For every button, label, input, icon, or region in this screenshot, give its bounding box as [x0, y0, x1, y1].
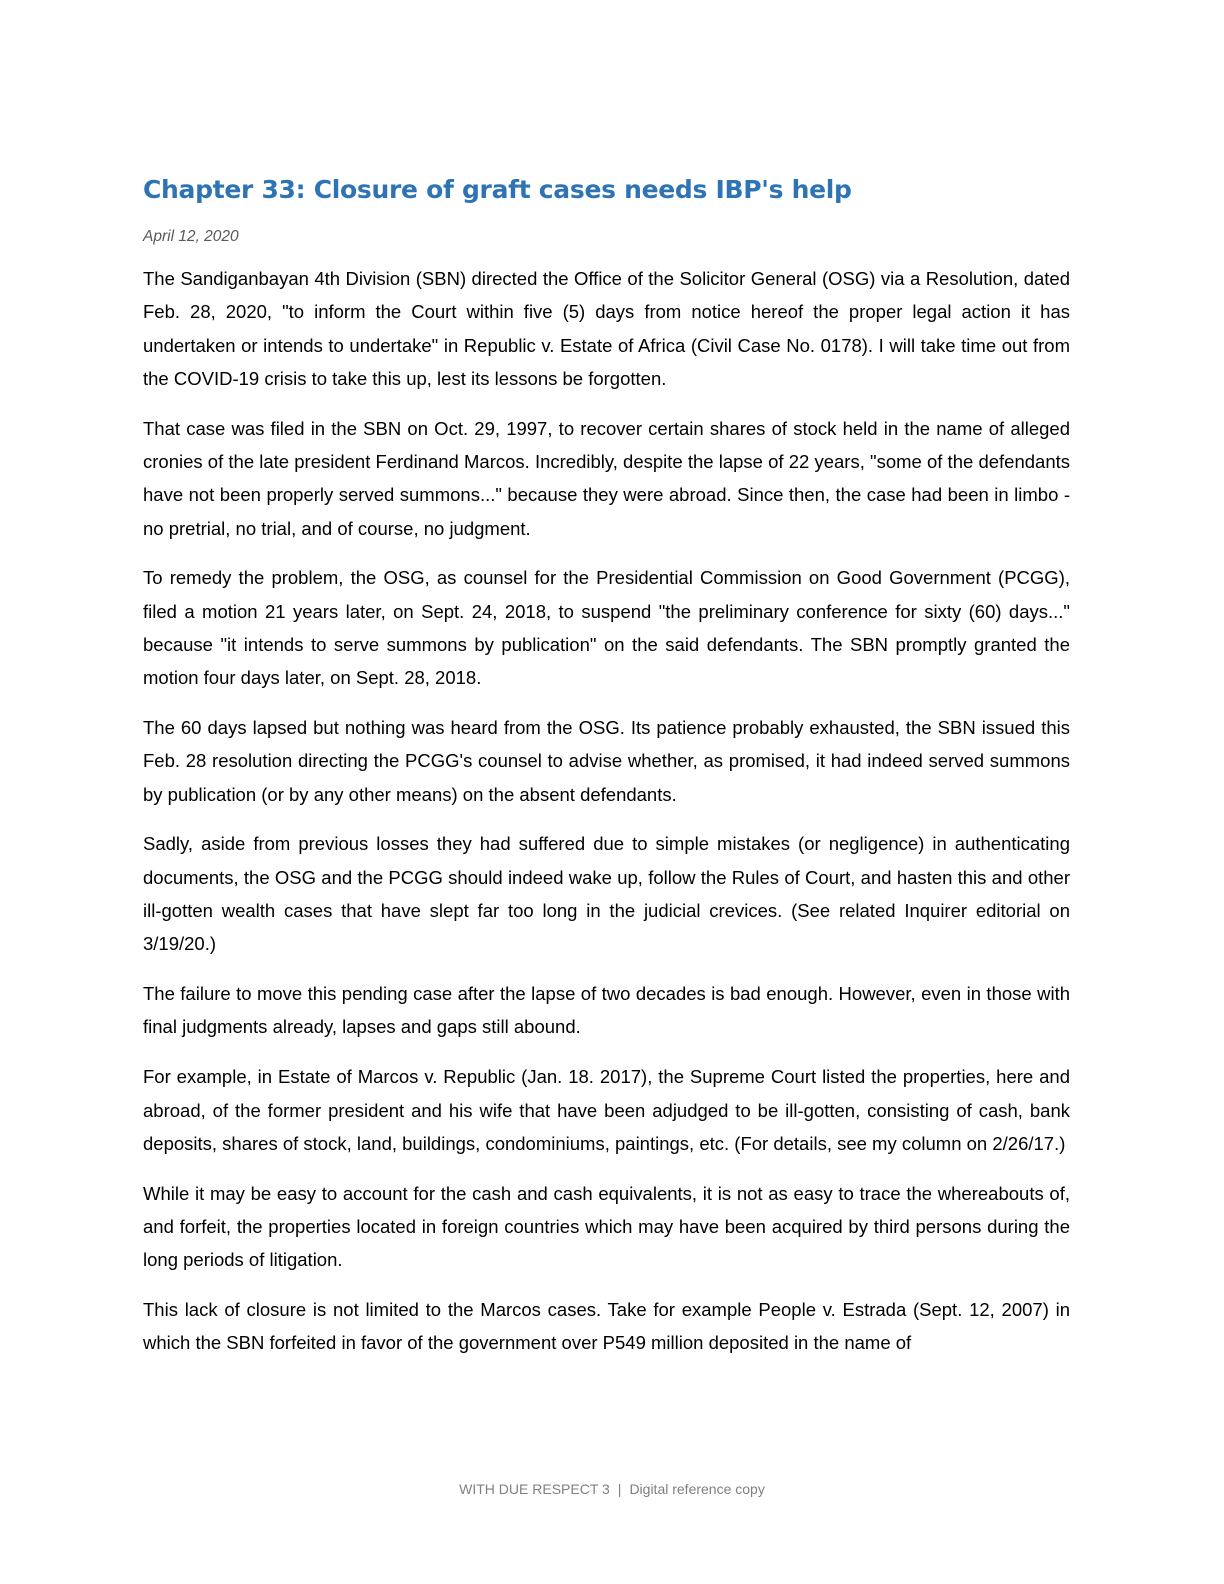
paragraph: This lack of closure is not limited to the Marcos cases. Take for example People v. Estrada (Sept. 12, 2007) in which the SBN forfeited in favor of the government over P549 million deposited in the name of: [143, 1299, 1070, 1354]
paragraph: Sadly, aside from previous losses they had suffered due to simple mistakes (or negligence) in authenticating documents, the OSG and the PCGG should indeed wake up, follow the Rules of Court, and hasten this and other ill-gotten wealth cases that have slept far too long in the judicial crevices. (See related Inquirer editorial on 3/19/20.): [143, 833, 1070, 955]
paragraph: For example, in Estate of Marcos v. Republic (Jan. 18. 2017), the Supreme Court listed the properties, here and abroad, of the former president and his wife that have been adjudged to be ill-gotten, consisting of cash, bank deposits, shares of stock, land, buildings, condominiums, paintings, etc. (For details, see my column on 2/26/17.): [143, 1066, 1070, 1154]
chapter-content: [143, 170, 1070, 1376]
chapter-title: Chapter 33: Closure of graft cases needs IBP's help: [143, 175, 852, 204]
paragraph: The Sandiganbayan 4th Division (SBN) directed the Office of the Solicitor General (OSG) via a Resolution, dated Feb. 28, 2020, "to inform the Court within five (5) days from notice hereof the proper legal action it has undertaken or intends to undertake" in Republic v. Estate of Africa (Civil Case No. 0178). I will take time out from the COVID-19 crisis to take this up, lest its lessons be forgotten.: [143, 268, 1070, 389]
paragraph: The failure to move this pending case after the lapse of two decades is bad enough. However, even in those with final judgments already, lapses and gaps still abound.: [143, 983, 1070, 1038]
paragraph: The 60 days lapsed but nothing was heard from the OSG. Its patience probably exhausted, the SBN issued this Feb. 28 resolution directing the PCGG's counsel to advise whether, as promised, it had indeed served summons by publication (or by any other means) on the absent defendants.: [143, 717, 1070, 805]
footer-note: Digital reference copy: [629, 1481, 765, 1497]
page-footer: [0, 1479, 1224, 1499]
paragraph: That case was filed in the SBN on Oct. 29, 1997, to recover certain shares of stock held in the name of alleged cronies of the late president Ferdinand Marcos. Incredibly, despite the lapse of 22 years, "some of the defendants have not been properly served summons..." because they were abroad. Since then, the case had been in limbo - no pretrial, no trial, and of course, no judgment.: [143, 417, 1070, 539]
footer-book-title: WITH DUE RESPECT 3: [459, 1481, 610, 1497]
paragraph: While it may be easy to account for the cash and cash equivalents, it is not as easy to trace the whereabouts of, and forfeit, the properties located in foreign countries which may have been acquired by third persons during the long periods of litigation.: [143, 1182, 1070, 1271]
article-body: [143, 262, 1070, 1360]
paragraph: To remedy the problem, the OSG, as counsel for the Presidential Commission on Good Government (PCGG), filed a motion 21 years later, on Sept. 24, 2018, to suspend "the preliminary conference for sixty (60) days..." because "it intends to serve summons by publication" on the said defendants. The SBN promptly granted the motion four days later, on Sept. 28, 2018.: [143, 567, 1070, 689]
footer-separator: |: [617, 1481, 622, 1497]
publication-date: April 12, 2020: [143, 228, 239, 245]
